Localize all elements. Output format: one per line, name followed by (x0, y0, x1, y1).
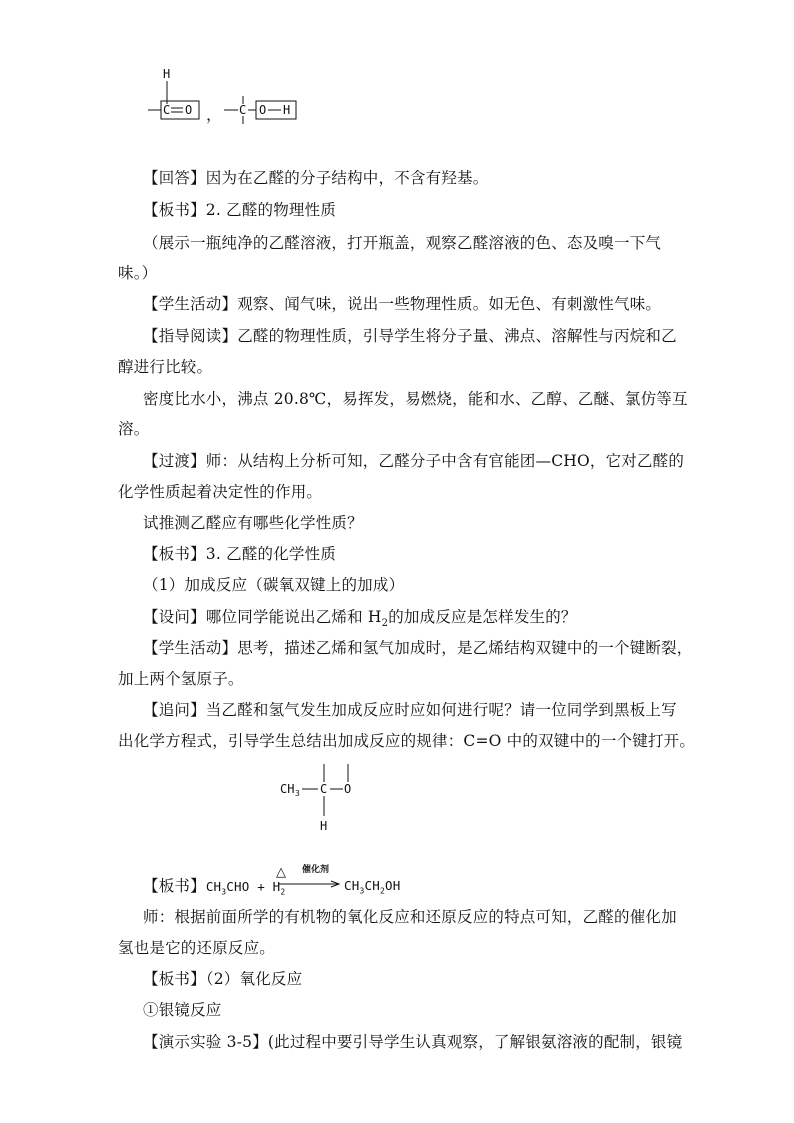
transition-line-2: 化学性质起着决定性的作用。 (118, 483, 323, 501)
functional-group-diagram (140, 66, 310, 126)
equation-line: 【板书】$CH_3CHO + H_2$ (143, 877, 286, 897)
equation-prefix: 【板书】 (143, 877, 206, 895)
addition-reaction-heading: （1）加成反应（碳氧双键上的加成） (143, 576, 405, 594)
diagram1-H2: H (283, 103, 291, 117)
answer-paragraph: 【回答】因为在乙醛的分子结构中，不含有羟基。 (143, 169, 489, 187)
diagram1-C1: C (163, 103, 171, 117)
student-activity-2-line-1: 【学生活动】思考，描述乙烯和氢气加成时，是乙烯结构双键中的一个键断裂， (143, 639, 693, 657)
diagram1-comma: ， (206, 105, 223, 124)
diagram1-H: H (163, 67, 171, 81)
student-activity-1: 【学生活动】观察、闻气味，说出一些物理性质。如无色、有刺激性气味。 (143, 295, 662, 313)
diagram2-sub3: 3 (295, 789, 300, 798)
silver-mirror-heading: ①银镜反应 (143, 1001, 222, 1019)
density-line-1: 密度比水小，沸点 20.8℃，易挥发，易燃烧，能和水、乙醇、乙醚、氯仿等互 (143, 390, 688, 408)
question-line: 【设问】哪位同学能说出乙烯和 $H_2$的加成反应是怎样发生的？ (143, 608, 577, 630)
predict-question: 试推测乙醛应有哪些化学性质？ (143, 514, 363, 532)
demo-experiment-line: 【演示实验 3-5】(此过程中要引导学生认真观察，了解银氨溶液的配制，银镜 (143, 1033, 683, 1051)
diagram2-C: C (320, 782, 328, 796)
student-activity-2-line-2: 加上两个氢原子。 (118, 670, 244, 688)
catalyst-label: 催化剂 (302, 865, 330, 875)
demo-line-2: 味。） (118, 264, 158, 282)
guided-reading-line-2: 醇进行比较。 (118, 358, 213, 376)
demo-line-1: （展示一瓶纯净的乙醛溶液，打开瓶盖，观察乙醛溶液的色、态及嗅一下气 (143, 234, 662, 252)
teacher-note-line-2: 氢也是它的还原反应。 (118, 939, 276, 957)
guided-reading-line-1: 【指导阅读】乙醛的物理性质，引导学生将分子量、沸点、溶解性与丙烷和乙 (143, 327, 677, 345)
acetaldehyde-addition-diagram (280, 762, 380, 837)
diagram1-C2: C (239, 103, 247, 117)
density-line-2: 溶。 (118, 420, 150, 438)
diagram2-O: O (344, 782, 352, 796)
teacher-note-line-1: 师：根据前面所学的有机物的氧化反应和还原反应的特点可知，乙醛的催化加 (143, 908, 677, 926)
diagram2-CH: CH (280, 782, 295, 796)
diagram1-O2: O (259, 103, 267, 117)
board-oxidation: 【板书】（2）氧化反应 (143, 970, 303, 988)
follow-up-line-1: 【追问】当乙醛和氢气发生加成反应时应如何进行呢？请一位同学到黑板上写 (143, 701, 677, 719)
board-chemical-properties: 【板书】3. 乙醛的化学性质 (143, 545, 337, 563)
equation-product: $CH_3CH_2OH$ (344, 878, 401, 896)
diagram2-H: H (320, 819, 328, 833)
diagram1-O1: O (185, 103, 193, 117)
board-physical-properties: 【板书】2. 乙醛的物理性质 (143, 201, 337, 219)
heat-symbol: △ (276, 865, 286, 880)
transition-line-1: 【过渡】师：从结构上分析可知，乙醛分子中含有官能团—CHO，它对乙醛的 (143, 452, 685, 470)
reaction-arrow (276, 862, 342, 892)
follow-up-line-2: 出化学方程式，引导学生总结出加成反应的规律：C=O 中的双键中的一个键打开。 (118, 732, 696, 750)
